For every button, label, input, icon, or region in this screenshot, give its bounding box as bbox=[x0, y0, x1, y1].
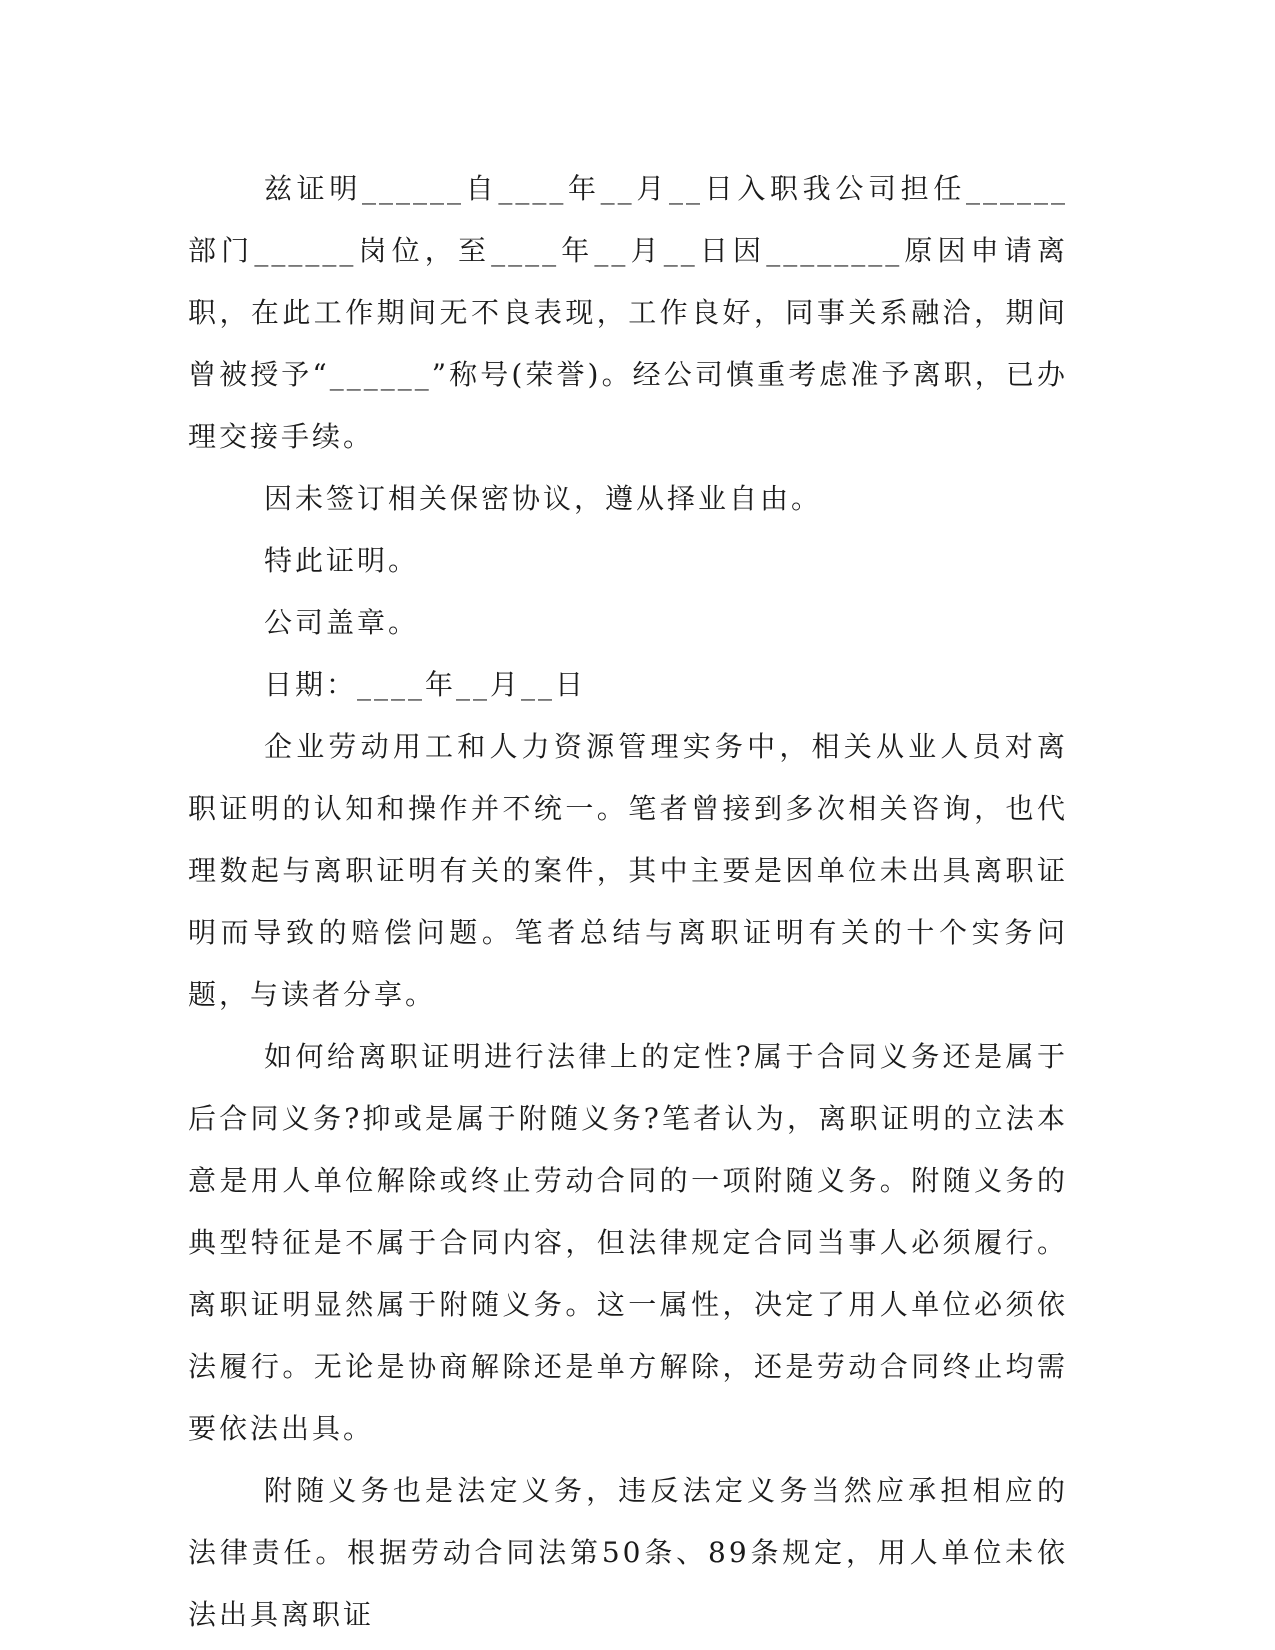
certification-line: 特此证明。 bbox=[264, 544, 420, 577]
intro-paragraph: 企业劳动用工和人力资源管理实务中，相关从业人员对离职证明的认知和操作并不统一。笔者曾接到多次相关咨询，也代理数起与离职证明有关的案件，其中主要是因单位未出具离职证明而导致的赔偿问题。笔者总结与离职证明有关的十个实务问题，与读者分享。 bbox=[188, 730, 1068, 1011]
legal-nature-paragraph: 如何给离职证明进行法律上的定性?属于合同义务还是属于后合同义务?抑或是属于附随义务?笔者认为，离职证明的立法本意是用人单位解除或终止劳动合同的一项附随义务。附随义务的典型特征是不属于合同内容，但法律规定合同当事人必须履行。离职证明显然属于附随义务。这一属性，决定了用人单位必须依法履行。无论是协商解除还是单方解除，还是劳动合同终止均需要依法出具。 bbox=[188, 1040, 1068, 1445]
certificate-paragraph: 兹证明______自____年__月__日入职我公司担任______部门______岗位，至____年__月__日因________原因申请离职，在此工作期间无不良表现，工作良好，同事关系融洽，期间曾被授予“______”称号(荣誉)。经公司慎重考虑准予离职，已办理交接手续。 bbox=[188, 172, 1068, 453]
date-line: 日期：____年__月__日 bbox=[264, 668, 587, 701]
confidentiality-line: 因未签订相关保密协议，遵从择业自由。 bbox=[264, 482, 823, 515]
document-body bbox=[188, 158, 1068, 1646]
legal-liability-paragraph: 附随义务也是法定义务，违反法定义务当然应承担相应的法律责任。根据劳动合同法第50条、89条规定，用人单位未依法出具离职证 bbox=[188, 1474, 1068, 1631]
company-seal-line: 公司盖章。 bbox=[264, 606, 420, 639]
